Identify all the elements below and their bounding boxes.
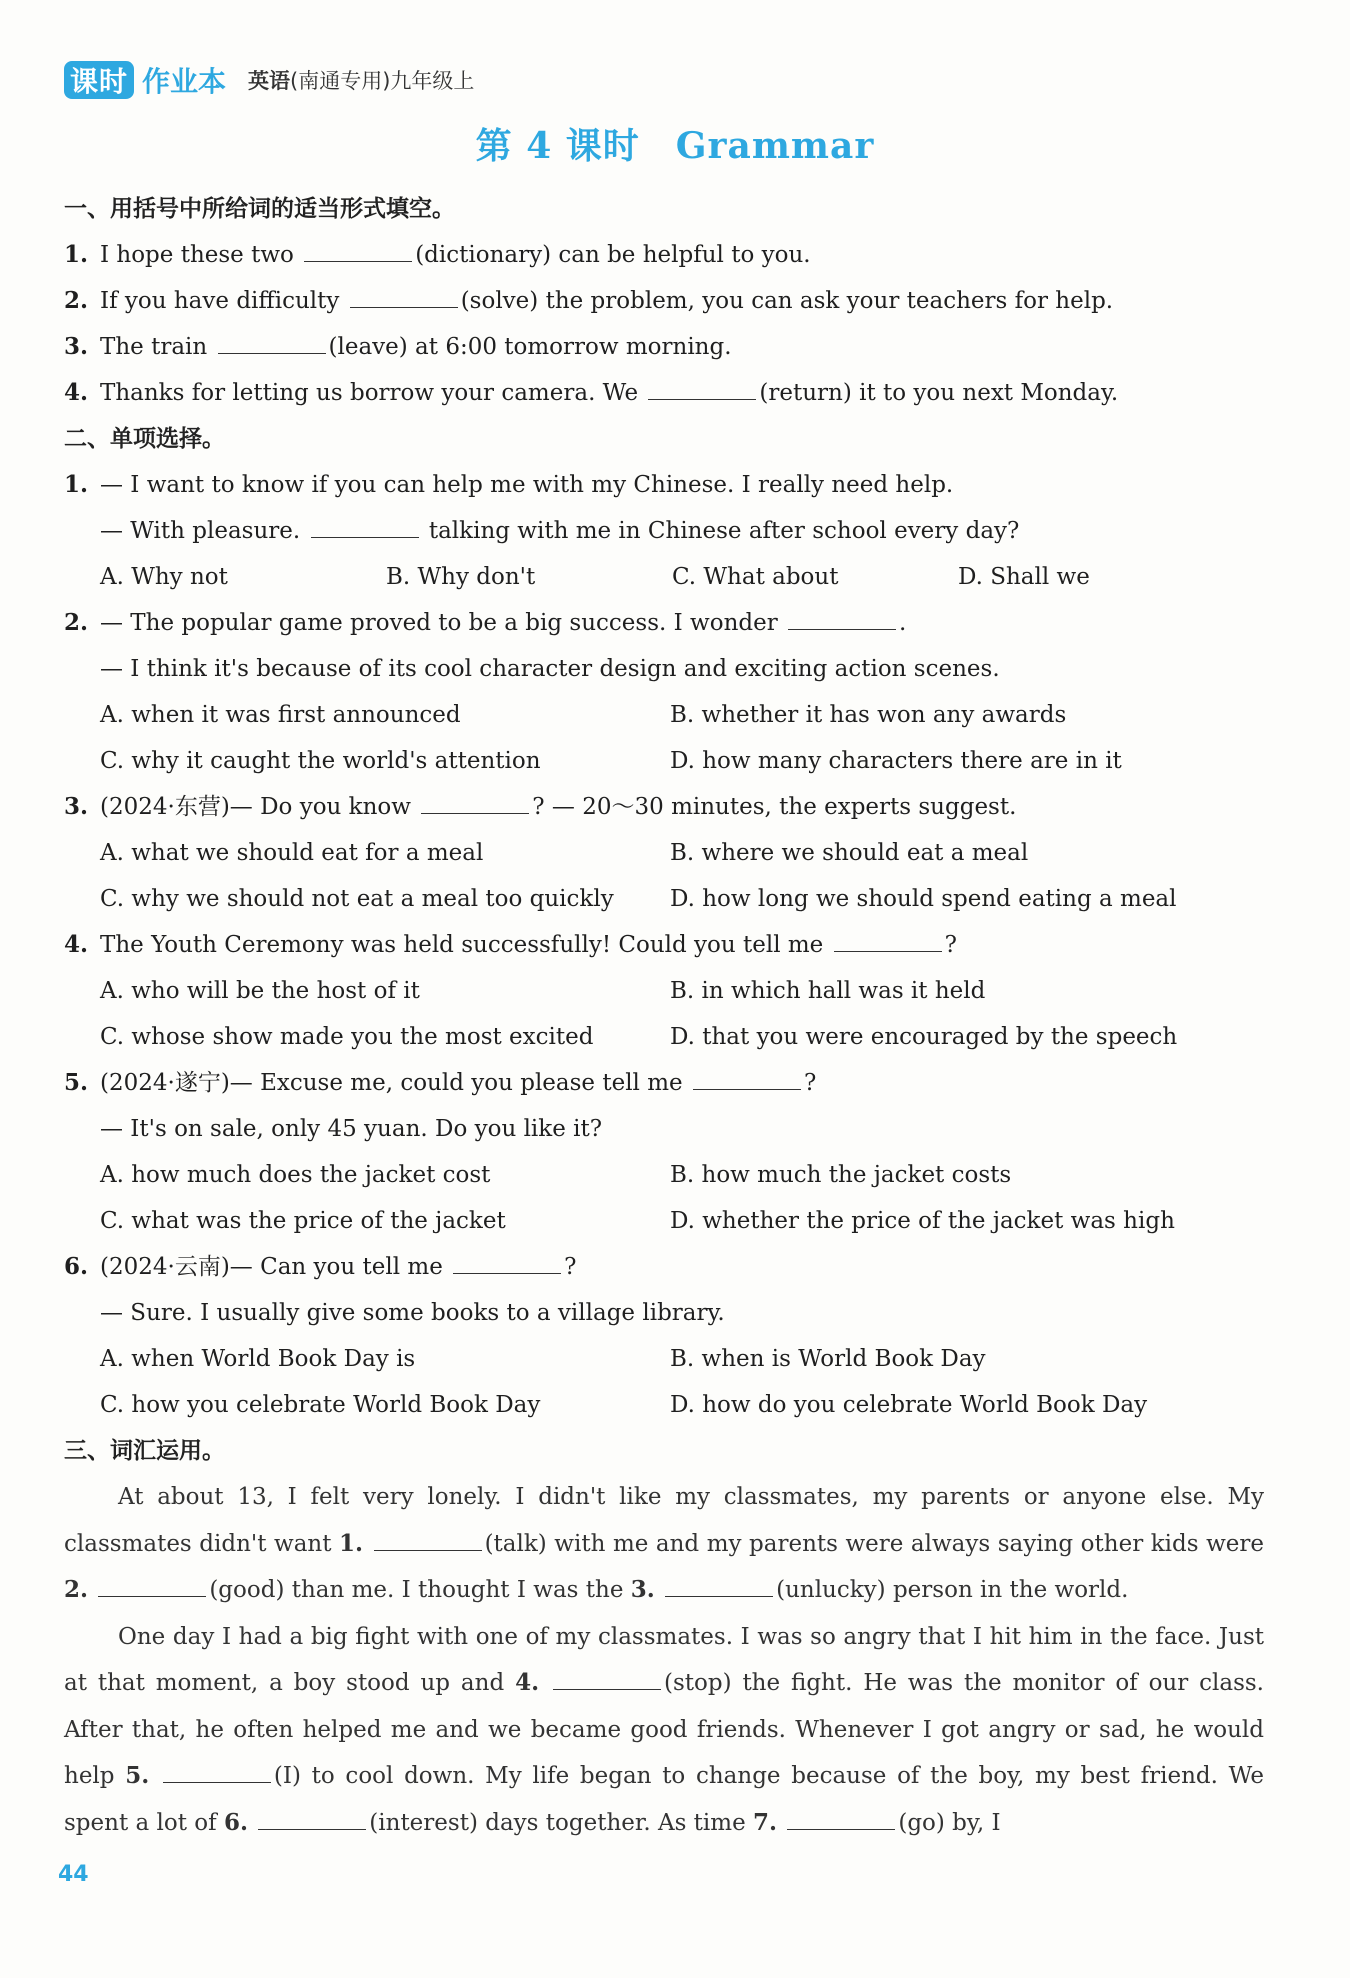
passage-paragraph: One day I had a big fight with one of my classmates. I was so angry that I hit him in the face. Just at that moment, a boy stood up and 4. (stop) the fight. He was the monitor of our class. After that, he often helped me and we became good friends. Whenever I got angry or sad, he would help 5. (I) to cool down. My life began to change because of the boy, my best friend. We spent a lot of 6. (interest) days together. As time 7. (go) by, I <box>64 1623 1264 1836</box>
question: 2. — The popular game proved to be a big success. I wonder . <box>64 609 907 636</box>
answer-blank[interactable] <box>665 1574 773 1597</box>
option-c[interactable]: C. what was the price of the jacket <box>100 1208 506 1234</box>
passage-paragraph: At about 13, I felt very lonely. I didn't like my classmates, my parents or anyone else. My classmates didn't want 1. (talk) with me and my parents were always saying other kids were 2. (good) than me. I thought I was the 3. (unlucky) person in the world. <box>64 1484 1264 1603</box>
options-row <box>64 554 1264 600</box>
options-row <box>64 1336 1264 1382</box>
option-d[interactable]: D. how do you celebrate World Book Day <box>670 1392 1148 1418</box>
options-row <box>64 738 1264 784</box>
question: 4. The Youth Ceremony was held successfully! Could you tell me ? <box>64 931 957 958</box>
answer-blank[interactable] <box>421 791 529 814</box>
section-heading: 二、单项选择。 <box>64 426 225 452</box>
option-d[interactable]: D. how long we should spend eating a meal <box>670 886 1177 912</box>
option-a[interactable]: A. Why not <box>100 564 228 590</box>
option-c[interactable]: C. why it caught the world's attention <box>100 748 541 774</box>
answer-blank[interactable] <box>374 1528 482 1551</box>
question-line: — I think it's because of its cool character design and exciting action scenes. <box>100 656 1000 682</box>
options-row <box>64 1152 1264 1198</box>
option-d[interactable]: D. how many characters there are in it <box>670 748 1122 774</box>
answer-blank[interactable] <box>788 607 896 630</box>
exercise-content <box>64 186 1264 1846</box>
option-c[interactable]: C. why we should not eat a meal too quickly <box>100 886 614 912</box>
page-number: 44 <box>58 1862 89 1887</box>
option-d[interactable]: D. that you were encouraged by the speech <box>670 1024 1178 1050</box>
question-line: — Sure. I usually give some books to a village library. <box>100 1300 725 1326</box>
answer-blank[interactable] <box>693 1067 801 1090</box>
option-b[interactable]: B. where we should eat a meal <box>670 840 1029 866</box>
option-a[interactable]: A. when World Book Day is <box>100 1346 416 1372</box>
answer-blank[interactable] <box>834 929 942 952</box>
answer-blank[interactable] <box>258 1807 366 1830</box>
options-row <box>64 1382 1264 1428</box>
answer-blank[interactable] <box>218 331 326 354</box>
options-row <box>64 1198 1264 1244</box>
option-c[interactable]: C. whose show made you the most excited <box>100 1024 594 1050</box>
brand-name: 作业本 <box>142 65 227 98</box>
option-d[interactable]: D. Shall we <box>958 564 1090 590</box>
section-heading: 三、词汇运用。 <box>64 1438 225 1464</box>
page-header <box>64 60 474 100</box>
options-row <box>64 692 1264 738</box>
options-row <box>64 876 1264 922</box>
section-heading: 一、用括号中所给词的适当形式填空。 <box>64 196 455 222</box>
answer-blank[interactable] <box>304 239 412 262</box>
option-a[interactable]: A. when it was first announced <box>100 702 461 728</box>
answer-blank[interactable] <box>163 1760 271 1783</box>
question: 1. I hope these two (dictionary) can be helpful to you. <box>64 241 811 268</box>
options-row <box>64 968 1264 1014</box>
answer-blank[interactable] <box>453 1251 561 1274</box>
answer-blank[interactable] <box>311 515 419 538</box>
question: 3. (2024·东营)— Do you know ? — 20～30 minutes, the experts suggest. <box>64 793 1017 820</box>
answer-blank[interactable] <box>648 377 756 400</box>
answer-blank[interactable] <box>350 285 458 308</box>
answer-blank[interactable] <box>787 1807 895 1830</box>
subject-line: 英语(南通专用)九年级上 <box>248 69 475 93</box>
question: 5. (2024·遂宁)— Excuse me, could you please tell me ? <box>64 1069 817 1096</box>
question: 1. — I want to know if you can help me with my Chinese. I really need help. <box>64 471 954 498</box>
option-a[interactable]: A. who will be the host of it <box>100 978 420 1004</box>
option-b[interactable]: B. Why don't <box>386 564 536 590</box>
option-b[interactable]: B. whether it has won any awards <box>670 702 1067 728</box>
brand-logo: 课时 <box>64 61 134 99</box>
question: 4. Thanks for letting us borrow your camera. We (return) it to you next Monday. <box>64 379 1119 406</box>
question: 3. The train (leave) at 6:00 tomorrow morning. <box>64 333 732 360</box>
answer-blank[interactable] <box>98 1574 206 1597</box>
question-line: — It's on sale, only 45 yuan. Do you like it? <box>100 1116 603 1142</box>
lesson-title: 第 4 课时 Grammar <box>475 125 875 167</box>
option-a[interactable]: A. how much does the jacket cost <box>100 1162 491 1188</box>
question: 2. If you have difficulty (solve) the problem, you can ask your teachers for help. <box>64 287 1114 314</box>
option-b[interactable]: B. in which hall was it held <box>670 978 986 1004</box>
options-row <box>64 1014 1264 1060</box>
option-a[interactable]: A. what we should eat for a meal <box>100 840 484 866</box>
answer-blank[interactable] <box>553 1667 661 1690</box>
option-c[interactable]: C. What about <box>672 564 839 590</box>
question-line: — With pleasure. talking with me in Chinese after school every day? <box>64 508 1264 554</box>
question: 6. (2024·云南)— Can you tell me ? <box>64 1253 577 1280</box>
option-b[interactable]: B. how much the jacket costs <box>670 1162 1012 1188</box>
option-d[interactable]: D. whether the price of the jacket was high <box>670 1208 1175 1234</box>
options-row <box>64 830 1264 876</box>
option-b[interactable]: B. when is World Book Day <box>670 1346 986 1372</box>
option-c[interactable]: C. how you celebrate World Book Day <box>100 1392 541 1418</box>
